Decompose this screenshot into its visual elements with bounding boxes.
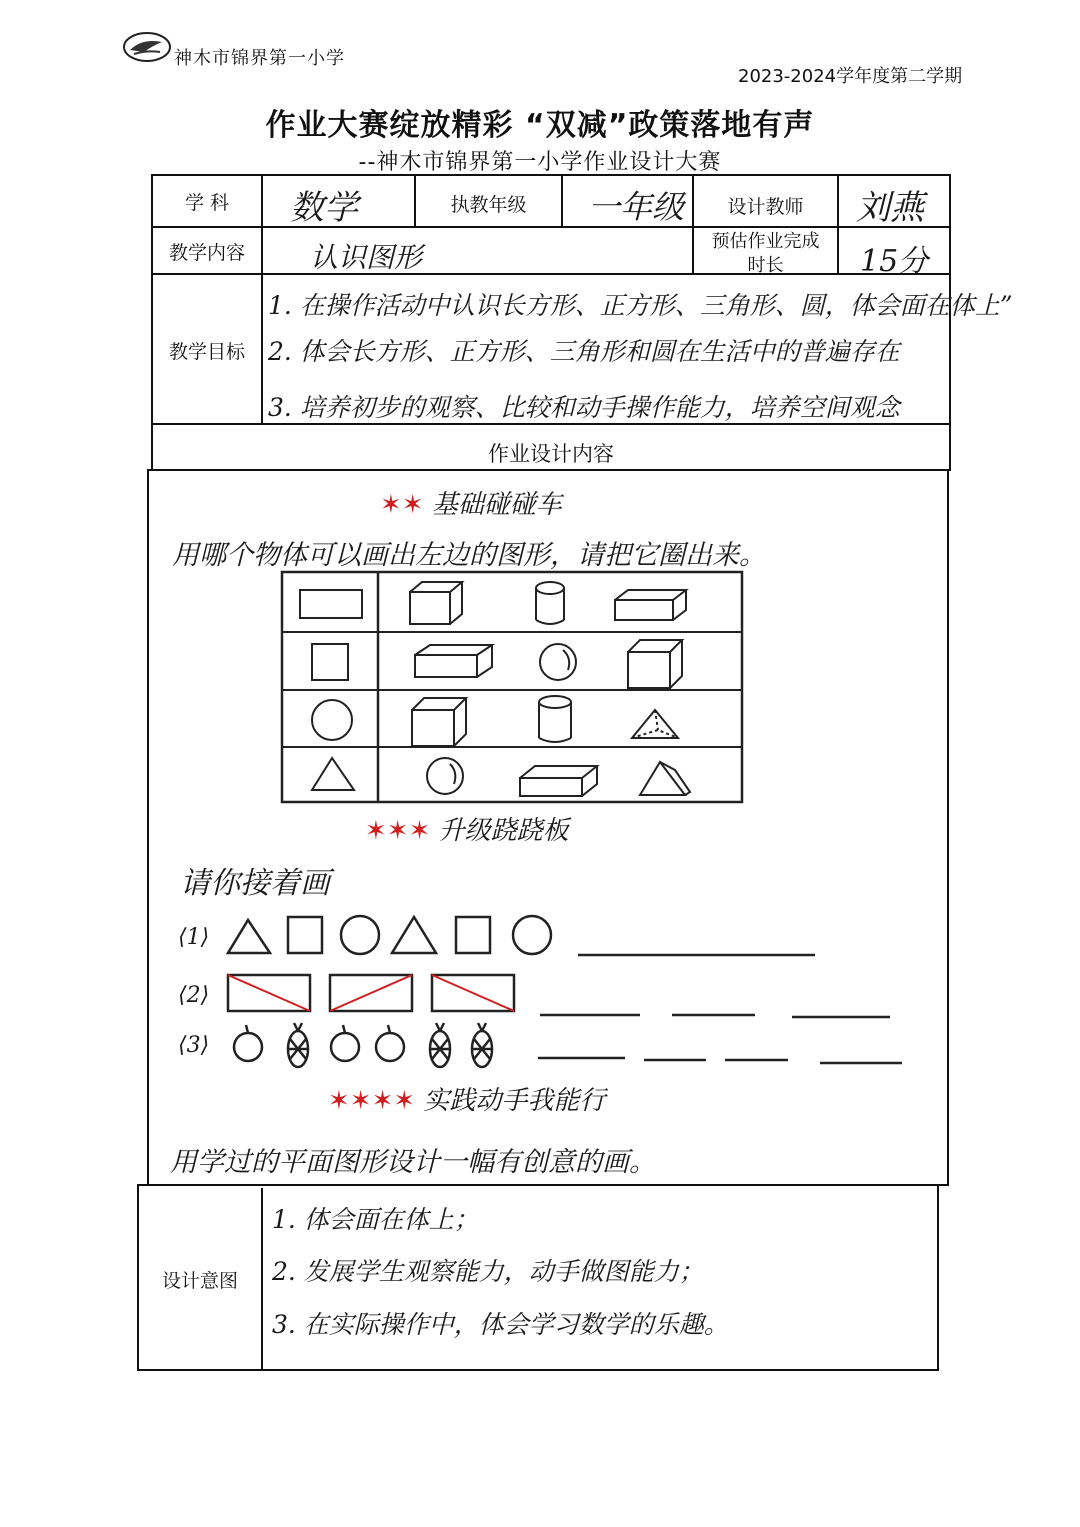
subject-value: 数学 — [290, 188, 358, 228]
homework-header: 作业设计内容 — [488, 442, 614, 466]
goal-1: 1. 在操作活动中认识长方形、正方形、三角形、圆，体会面在体上” — [268, 291, 1013, 320]
pattern-1-label: ⟨1⟩ — [178, 925, 210, 950]
sphere-solid — [540, 644, 576, 680]
cube-solid — [410, 582, 462, 624]
apple-icon — [376, 1025, 404, 1061]
design-intent-label: 设计意图 — [161, 1270, 238, 1292]
pineapple-icon — [472, 1023, 492, 1067]
pattern-2-label: ⟨2⟩ — [178, 983, 210, 1008]
content-value: 认识图形 — [310, 241, 423, 274]
goal-2: 2. 体会长方形、正方形、三角形和圆在生活中的普遍存在 — [268, 337, 900, 366]
section2-heading: ✶✶✶ 升级跷跷板 — [365, 816, 569, 846]
semester-label: 2023-2024学年度第二学期 — [738, 66, 963, 87]
subject-label: 学 科 — [184, 192, 230, 214]
cylinder-solid — [536, 582, 564, 624]
duration-value: 15分 — [860, 244, 929, 279]
goals-label: 教学目标 — [168, 341, 245, 363]
pineapple-icon — [288, 1023, 308, 1067]
sphere-solid — [427, 758, 463, 794]
square-shape — [288, 917, 322, 953]
section3-instruction: 用学过的平面图形设计一幅有创意的画。 — [170, 1147, 656, 1178]
grade-value: 一年级 — [588, 188, 685, 226]
pineapple-icon — [430, 1023, 450, 1067]
grade-label: 执教年级 — [450, 194, 527, 216]
cube-solid — [412, 698, 466, 746]
cube-solid — [628, 640, 682, 688]
teacher-label: 设计教师 — [727, 196, 804, 218]
cuboid-solid — [520, 766, 597, 796]
page-title: 作业大赛绽放精彩 “双减”政策落地有声 — [265, 108, 815, 143]
content-label: 教学内容 — [168, 242, 245, 264]
page-subtitle: --神木市锦界第一小学作业设计大赛 — [358, 150, 722, 175]
star-icon: ✶✶✶✶ — [328, 1086, 416, 1116]
pyramid-solid — [632, 710, 678, 738]
star-icon: ✶✶ — [380, 490, 424, 520]
intent-3: 3. 在实际操作中，体会学习数学的乐趣。 — [272, 1310, 729, 1339]
circle-shape — [312, 700, 352, 740]
triangular-prism-solid — [640, 762, 690, 795]
section3-heading: ✶✶✶✶ 实践动手我能行 — [328, 1086, 606, 1116]
teacher-value: 刘燕 — [856, 188, 924, 228]
triangle-shape — [312, 758, 354, 790]
rectangle-shape — [300, 590, 362, 618]
pattern-3-label: ⟨3⟩ — [178, 1033, 210, 1058]
shape-matching-grid — [280, 570, 745, 805]
section1-heading: ✶✶ 基础碰碰车 — [380, 490, 562, 520]
apple-icon — [234, 1025, 262, 1061]
circle-shape — [341, 916, 379, 954]
square-shape — [312, 644, 348, 680]
square-shape — [456, 917, 490, 953]
section2-instruction: 请你接着画 — [180, 866, 330, 901]
apple-icon — [331, 1025, 359, 1061]
cylinder-solid — [539, 696, 571, 742]
duration-label: 预估作业完成 时长 — [711, 231, 820, 276]
goal-3: 3. 培养初步的观察、比较和动手操作能力，培养空间观念 — [268, 393, 900, 422]
triangle-shape — [228, 920, 270, 953]
intent-2: 2. 发展学生观察能力，动手做图能力； — [272, 1257, 704, 1286]
pattern-drawings — [220, 905, 910, 1075]
triangle-shape — [392, 917, 436, 953]
circle-shape — [513, 916, 551, 954]
cuboid-solid — [615, 590, 686, 620]
intent-1: 1. 体会面在体上； — [272, 1205, 479, 1234]
section1-instruction: 用哪个物体可以画出左边的图形，请把它圈出来。 — [172, 540, 766, 571]
school-name: 神木市锦界第一小学 — [174, 48, 345, 69]
star-icon: ✶✶✶ — [365, 816, 431, 846]
cuboid-solid — [415, 645, 492, 677]
